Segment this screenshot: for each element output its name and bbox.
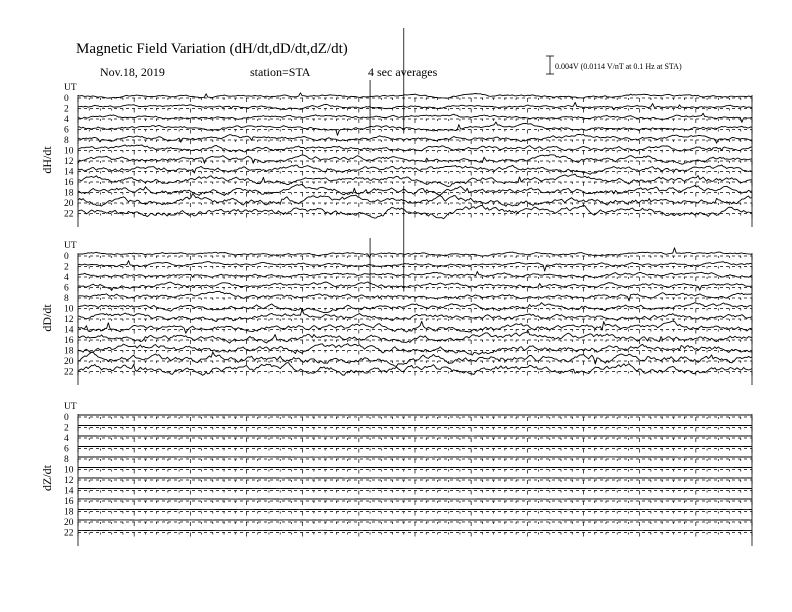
chart-title: Magnetic Field Variation (dH/dt,dD/dt,dZ/dt) [76,41,348,57]
hour-label: 12 [64,315,74,325]
hour-label: 0 [64,252,69,262]
hour-label: 0 [64,413,69,423]
hour-label: 22 [64,367,74,378]
hour-label: 16 [64,178,74,188]
hour-label: 10 [64,304,74,315]
date-label: Nov.18, 2019 [100,65,165,79]
hour-label: 2 [64,423,69,434]
panel-ylabel: dZ/dt [40,465,54,491]
hour-label: 16 [64,336,74,346]
hour-label: 14 [64,486,74,497]
panel-dZ-dt [40,402,752,546]
hour-label: 10 [64,146,74,157]
hour-label: 0 [64,94,69,104]
hour-label: 12 [64,157,74,167]
hour-label: 20 [64,357,74,367]
hour-label: 6 [64,283,69,294]
averaging-label: 4 sec averages [368,65,438,79]
ut-label: UT [64,83,77,93]
hour-label: 18 [64,346,74,357]
trace-line [78,93,752,99]
hour-label: 4 [64,273,69,283]
hour-label: 2 [64,104,69,115]
hour-label: 8 [64,455,69,465]
hour-label: 18 [64,188,74,199]
hour-label: 6 [64,125,69,136]
hour-label: 18 [64,507,74,518]
hour-label: 22 [64,209,74,220]
panel-ylabel: dD/dt [40,304,54,332]
scale-note: 0.004V (0.0114 V/nT at 0.1 Hz at STA) [555,62,682,71]
hour-label: 10 [64,465,74,476]
hour-label: 8 [64,136,69,146]
hour-label: 16 [64,497,74,507]
hour-label: 2 [64,262,69,273]
hour-label: 14 [64,167,74,178]
hour-label: 6 [64,444,69,455]
panels-group [40,28,752,546]
scale-bar [546,56,554,74]
hour-label: 22 [64,528,74,539]
hour-label: 4 [64,115,69,125]
hour-label: 12 [64,476,74,486]
hour-label: 4 [64,434,69,444]
panel-ylabel: dH/dt [40,146,54,174]
hour-label: 8 [64,294,69,304]
ut-label: UT [64,402,77,412]
hour-label: 20 [64,199,74,209]
station-label: station=STA [250,65,311,79]
panel-dH-dt [40,28,752,227]
hour-label: 14 [64,325,74,336]
ut-label: UT [64,241,77,251]
hour-label: 20 [64,518,74,528]
